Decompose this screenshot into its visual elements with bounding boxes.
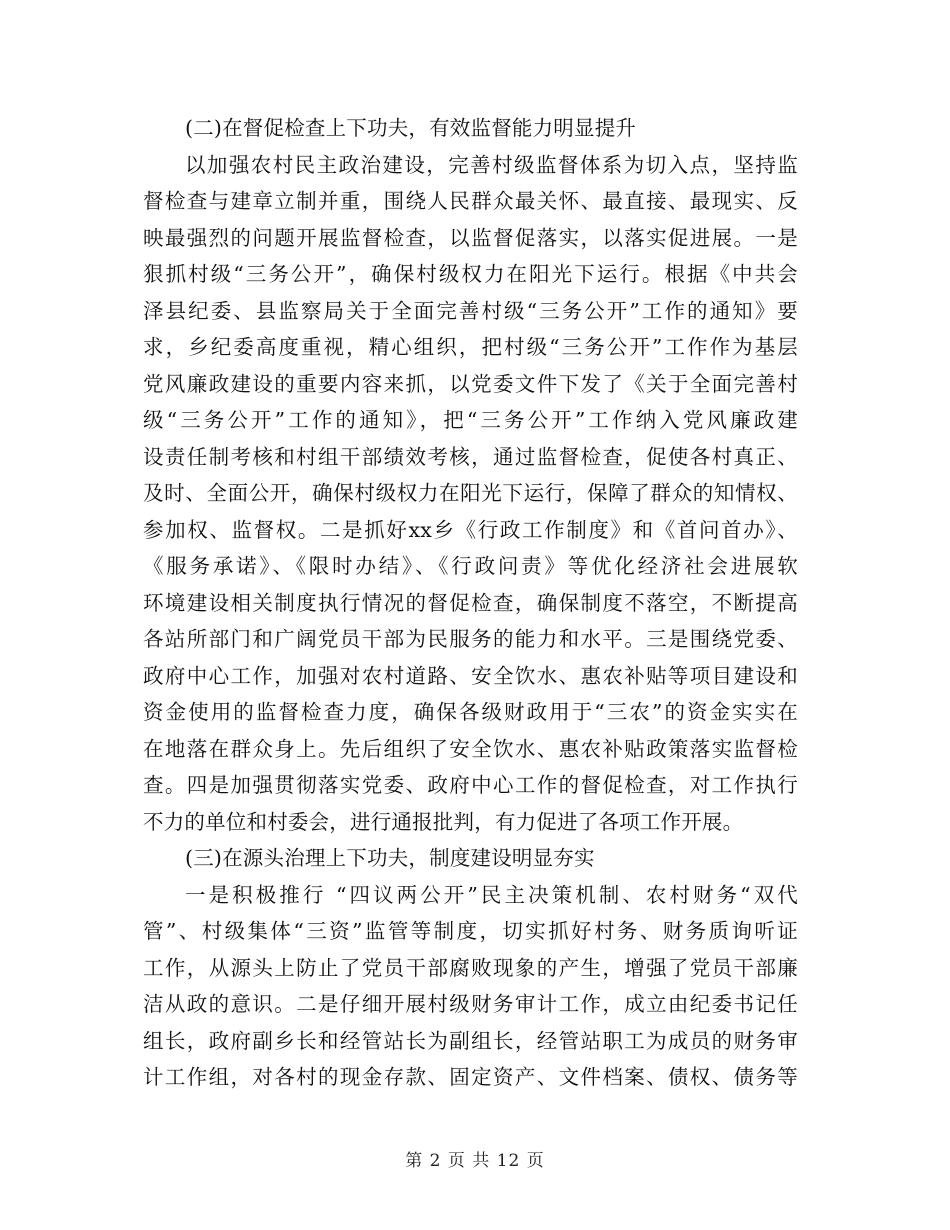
page-number-footer: 第 2 页 共 12 页 [405,1151,545,1171]
text-line: 计工作组，对各村的现金存款、固定资产、文件档案、债权、债务等 [143,1065,798,1089]
text-line: 映最强烈的问题开展监督检查，以监督促落实，以落实促进展。一是 [143,225,798,250]
text-line: 一是积极推行 “四议两公开”民主决策机制、农村财务“双代 [185,882,798,907]
text-line: 党风廉政建设的重要内容来抓，以党委文件下发了《关于全面完善村 [143,371,798,396]
text-line: 狠抓村级“三务公开”，确保村级权力在阳光下运行。根据《中共会 [143,262,798,286]
paragraph-3 [143,877,798,1096]
text-line: 及时、全面公开，确保村级权力在阳光下运行，保障了群众的知情权、 [143,481,798,505]
text-line: 环境建设相关制度执行情况的督促检查，确保制度不落空，不断提高 [143,590,798,615]
text-line: 求，乡纪委高度重视，精心组织，把村级“三务公开”工作作为基层 [143,335,798,359]
text-line: 参加权、监督权。二是抓好xx乡《行政工作制度》和《首问首办》、 [143,517,798,542]
text-line: 《服务承诺》、《限时办结》、《行政问责》等优化经济社会进展软 [143,554,798,578]
text-line: 不力的单位和村委会，进行通报批判，有力促进了各项工作开展。 [143,809,744,834]
text-line: 级“三务公开”工作的通知》，把“三务公开”工作纳入党风廉政建 [143,408,798,432]
text-line: 资金使用的监督检查力度，确保各级财政用于“三农”的资金实实在 [143,700,798,724]
text-line: 设责任制考核和村组干部绩效考核，通过监督检查，促使各村真正、 [143,444,798,469]
text-line: 督检查与建章立制并重，围绕人民群众最关怀、最直接、最现实、反 [143,189,798,213]
text-line: 政府中心工作，加强对农村道路、安全饮水、惠农补贴等项目建设和 [143,663,798,688]
text-line: 以加强农村民主政治建设，完善村级监督体系为切入点，坚持监 [185,152,798,177]
text-line: 在地落在群众身上。先后组织了安全饮水、惠农补贴政策落实监督检 [143,736,798,761]
paragraph-2 [143,147,798,841]
document-body [143,110,798,1096]
text-line: 管”、村级集体“三资”监管等制度，切实抓好村务、财务质询听证 [143,919,798,943]
section-heading-2: (二)在督促检查上下功夫，有效监督能力明显提升 [185,116,637,140]
text-line: 泽县纪委、县监察局关于全面完善村级“三务公开”工作的通知》要 [143,298,798,323]
text-line: 洁从政的意识。二是仔细开展村级财务审计工作，成立由纪委书记任 [143,992,798,1016]
text-line: 工作，从源头上防止了党员干部腐败现象的产生，增强了党员干部廉 [143,955,798,980]
text-line: 组长，政府副乡长和经管站长为副组长，经管站职工为成员的财务审 [143,1028,798,1053]
text-line: 查。四是加强贯彻落实党委、政府中心工作的督促检查，对工作执行 [143,773,798,797]
text-line: 各站所部门和广阔党员干部为民服务的能力和水平。三是围绕党委、 [143,627,798,651]
section-heading-3: (三)在源头治理上下功夫，制度建设明显夯实 [185,846,595,870]
